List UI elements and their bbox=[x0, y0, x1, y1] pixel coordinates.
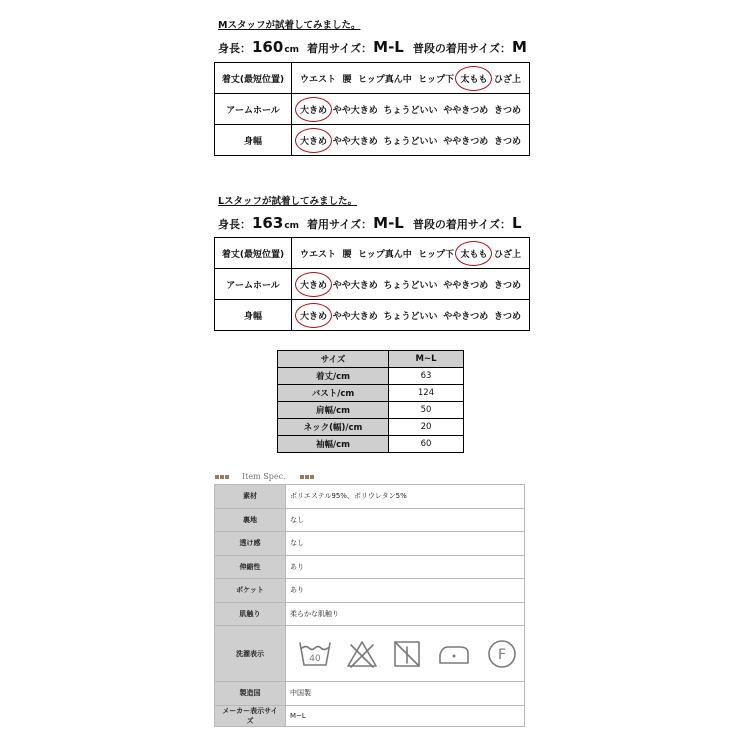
size-label-cell: 袖幅/cm bbox=[278, 436, 389, 453]
fit-option: ちょうどいい bbox=[383, 136, 438, 147]
fit-option: やや大きめ bbox=[332, 280, 378, 291]
spec-value: なし bbox=[286, 508, 525, 532]
spec-key: 伸縮性 bbox=[215, 555, 286, 579]
fit-option-selected: 大きめ bbox=[300, 309, 327, 322]
fit-option: ややきつめ bbox=[443, 105, 489, 116]
fit-option: ウエスト bbox=[300, 249, 337, 260]
spec-row bbox=[215, 682, 525, 706]
spec-key: 裏地 bbox=[215, 508, 286, 532]
fit-option: ヒップ真ん中 bbox=[358, 74, 412, 85]
spec-row bbox=[215, 602, 525, 626]
l-staff-stats bbox=[218, 214, 523, 232]
spec-row bbox=[215, 532, 525, 556]
size-header-cell: M~L bbox=[389, 351, 464, 368]
spec-key: 洗濯表示 bbox=[215, 626, 286, 682]
height-value: 163 bbox=[252, 214, 284, 232]
wear-size-label: 着用サイズ： bbox=[307, 218, 373, 231]
l-staff-title: Lスタッフが試着してみました。 bbox=[218, 196, 358, 207]
fit-row-label: 着丈(最短位置) bbox=[215, 238, 292, 269]
fit-row bbox=[215, 269, 530, 300]
fit-option: きつめ bbox=[493, 311, 521, 322]
spec-row bbox=[215, 555, 525, 579]
size-value-cell: 20 bbox=[389, 419, 464, 436]
wash-temp-text: 40 bbox=[309, 653, 321, 664]
fit-option: ちょうどいい bbox=[383, 280, 438, 291]
line-dry-shade-icon bbox=[392, 639, 422, 669]
spec-value: なし bbox=[286, 532, 525, 556]
size-row bbox=[278, 385, 464, 402]
fit-row bbox=[215, 125, 530, 156]
height-unit: cm bbox=[284, 45, 300, 55]
spec-value: 中国製 bbox=[286, 682, 525, 706]
size-row bbox=[278, 368, 464, 385]
height-label: 身長： bbox=[218, 42, 251, 55]
fit-option: ヒップ下 bbox=[418, 74, 454, 85]
size-value-cell: 60 bbox=[389, 436, 464, 453]
fit-row-label: 身幅 bbox=[215, 125, 292, 156]
m-staff-fit-table bbox=[214, 62, 530, 156]
fit-row bbox=[215, 94, 530, 125]
usual-size-label: 普段の着用サイズ： bbox=[412, 218, 511, 231]
spec-value: あり bbox=[286, 579, 525, 603]
size-label-cell: 肩幅/cm bbox=[278, 402, 389, 419]
fit-option: ややきつめ bbox=[443, 136, 489, 147]
item-spec-label: Item Spec. bbox=[242, 472, 286, 481]
fit-option-selected: 太もも bbox=[460, 72, 487, 85]
size-value-cell: 63 bbox=[389, 368, 464, 385]
no-bleach-icon bbox=[346, 639, 378, 669]
size-value-cell: 50 bbox=[389, 402, 464, 419]
wash-40-icon bbox=[298, 639, 332, 669]
fit-option: ちょうどいい bbox=[383, 311, 438, 322]
fit-row-label: アームホール bbox=[215, 94, 292, 125]
spec-key: メーカー表示サイズ bbox=[215, 705, 286, 726]
size-label-cell: ネック(幅)/cm bbox=[278, 419, 389, 436]
fit-option: ひざ上 bbox=[493, 74, 521, 85]
size-label-cell: バスト/cm bbox=[278, 385, 389, 402]
fit-option: 腰 bbox=[342, 74, 352, 85]
fit-row-label: 身幅 bbox=[215, 300, 292, 331]
fit-option: ヒップ真ん中 bbox=[358, 249, 412, 260]
spec-key: 素材 bbox=[215, 485, 286, 509]
fit-option: やや大きめ bbox=[332, 311, 378, 322]
fit-option-selected: 大きめ bbox=[300, 134, 327, 147]
spec-value: あり bbox=[286, 555, 525, 579]
size-row bbox=[278, 402, 464, 419]
fit-option: ややきつめ bbox=[443, 311, 489, 322]
spec-value: M~L bbox=[286, 705, 525, 726]
size-value-cell: 124 bbox=[389, 385, 464, 402]
fit-option: ヒップ下 bbox=[418, 249, 454, 260]
fit-option-selected: 大きめ bbox=[300, 278, 327, 291]
fit-row bbox=[215, 238, 530, 269]
usual-size-label: 普段の着用サイズ： bbox=[412, 42, 511, 55]
fit-row-label: アームホール bbox=[215, 269, 292, 300]
spec-key: ポケット bbox=[215, 579, 286, 603]
spec-row bbox=[215, 485, 525, 509]
item-spec-table bbox=[214, 484, 525, 727]
fit-option: 腰 bbox=[342, 249, 352, 260]
wear-size-value: M-L bbox=[373, 214, 404, 232]
size-row bbox=[278, 419, 464, 436]
fit-row-label: 着丈(最短位置) bbox=[215, 63, 292, 94]
m-staff-title: Mスタッフが試着してみました。 bbox=[218, 20, 361, 31]
fit-row bbox=[215, 63, 530, 94]
size-table bbox=[277, 350, 464, 453]
spec-key: 製造国 bbox=[215, 682, 286, 706]
fit-option: ちょうどいい bbox=[383, 105, 438, 116]
iron-low-icon bbox=[436, 641, 472, 667]
height-unit: cm bbox=[284, 221, 300, 231]
spec-key: 肌触り bbox=[215, 602, 286, 626]
dry-clean-f-icon bbox=[486, 638, 518, 670]
m-staff-stats bbox=[218, 38, 528, 56]
spec-row bbox=[215, 579, 525, 603]
fit-option: ややきつめ bbox=[443, 280, 489, 291]
fit-option: ウエスト bbox=[300, 74, 337, 85]
spec-key: 透け感 bbox=[215, 532, 286, 556]
height-value: 160 bbox=[252, 38, 284, 56]
care-label-icons bbox=[286, 626, 525, 682]
fit-option: ひざ上 bbox=[493, 249, 521, 260]
wear-size-value: M-L bbox=[373, 38, 404, 56]
dry-clean-letter: F bbox=[497, 646, 507, 663]
spec-value: ポリエステル95%、ポリウレタン5% bbox=[286, 485, 525, 509]
fit-option: きつめ bbox=[493, 280, 521, 291]
fit-option-selected: 大きめ bbox=[300, 103, 327, 116]
fit-option: やや大きめ bbox=[332, 136, 378, 147]
spec-row bbox=[215, 705, 525, 726]
fit-option: きつめ bbox=[493, 105, 521, 116]
spec-value: 柔らかな肌触り bbox=[286, 602, 525, 626]
fit-option-selected: 太もも bbox=[460, 247, 487, 260]
fit-row bbox=[215, 300, 530, 331]
size-header-row bbox=[278, 351, 464, 368]
wear-size-label: 着用サイズ： bbox=[307, 42, 373, 55]
size-label-cell: 着丈/cm bbox=[278, 368, 389, 385]
item-spec-heading bbox=[215, 472, 315, 481]
size-header-cell: サイズ bbox=[278, 351, 389, 368]
spec-row bbox=[215, 626, 525, 682]
l-staff-fit-table bbox=[214, 237, 530, 331]
size-row bbox=[278, 436, 464, 453]
fit-option: きつめ bbox=[493, 136, 521, 147]
spec-row bbox=[215, 508, 525, 532]
usual-size-value: M bbox=[512, 38, 527, 56]
height-label: 身長： bbox=[218, 218, 251, 231]
usual-size-value: L bbox=[512, 214, 522, 232]
fit-option: やや大きめ bbox=[332, 105, 378, 116]
